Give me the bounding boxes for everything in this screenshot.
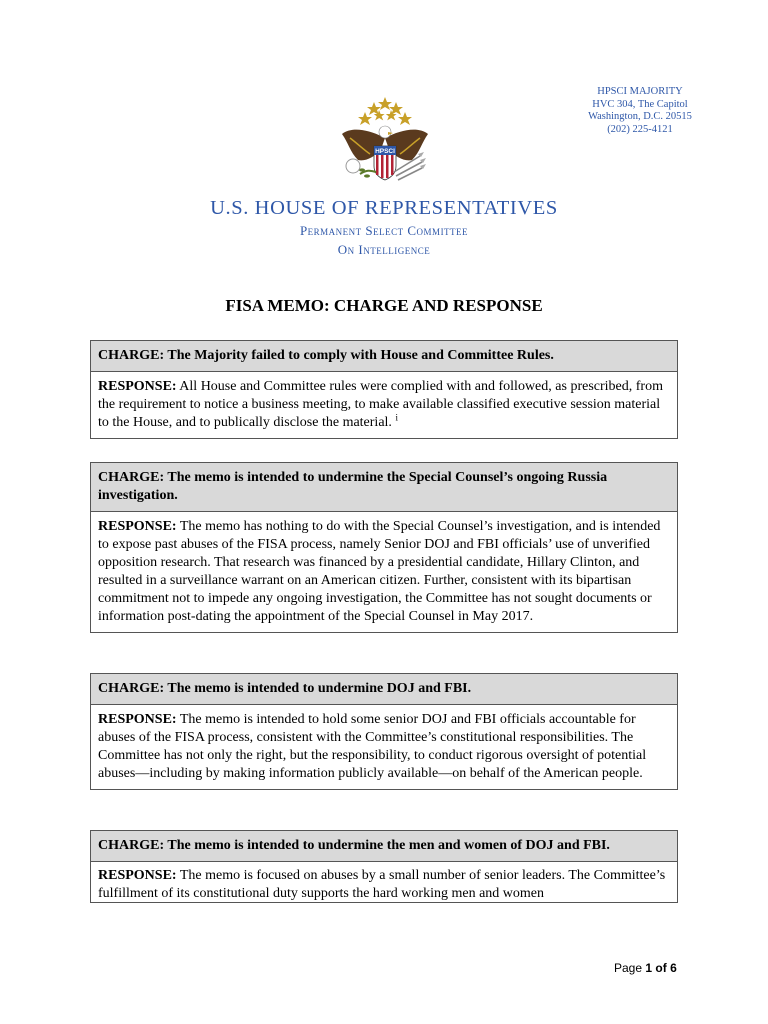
response-body: All House and Committee rules were complied with and followed, as prescribed, from the requirement to notice a business meeting, to make available classified executive session material to the House, and to publically disclose the material. [98,379,663,430]
charge-text: CHARGE: The memo is intended to undermine the Special Counsel’s ongoing Russia investigation. [91,463,677,512]
response-label: RESPONSE: [98,379,177,394]
page-total: 6 [670,961,677,975]
footnote-marker: i [395,412,398,423]
committee-address [560,86,720,136]
charge-response-box [90,673,678,790]
response-text [91,512,677,632]
house-name: U.S. HOUSE OF REPRESENTATIVES [210,197,558,219]
page-of: of [655,961,667,975]
seal-text: HPSCI [375,148,395,155]
page-current: 1 [645,961,653,975]
committee-name-line1: Permanent Select Committee [299,223,469,238]
response-text [91,372,677,438]
page-label: Page [614,961,643,975]
charge-response-box [90,830,678,903]
response-text [91,705,677,789]
response-label: RESPONSE: [98,519,177,534]
memo-title: FISA MEMO: CHARGE AND RESPONSE [225,296,543,315]
address-line: Washington, D.C. 20515 [588,111,692,122]
charge-text: CHARGE: The memo is intended to undermine the men and women of DOJ and FBI. [91,831,677,862]
charge-text: CHARGE: The Majority failed to comply with House and Committee Rules. [91,341,677,372]
page-number [614,961,677,975]
response-body: The memo has nothing to do with the Special Counsel’s investigation, and is intended to expose past abuses of the FISA process, namely Senior DOJ and FBI officials’ use of unverified opposition research. That research was financed by a presidential candidate, Hillary Clinton, and resulted in a surveillance warrant on an American citizen. Further, consistent with its bipartisan commitment not to impede any ongoing investigation, the Committee has not sought documents or information post-dating the appointment of the Special Counsel in May 2017. [98,519,661,624]
eagle-seal-icon [330,90,440,194]
response-body: The memo is intended to hold some senior DOJ and FBI officials accountable for abuses of the FISA process, consistent with the Committee’s constitutional responsibilities. The Committee has not only the right, but the responsibility, to conduct rigorous oversight of potential abuses—including by making information publicly available—on behalf of the American people. [98,712,647,781]
response-label: RESPONSE: [98,712,177,727]
charge-text: CHARGE: The memo is intended to undermine DOJ and FBI. [91,674,677,705]
committee-name-line2: On Intelligence [337,242,431,257]
charge-response-box [90,462,678,633]
response-label: RESPONSE: [98,868,177,883]
response-text [91,862,677,902]
address-line: (202) 225-4121 [607,123,673,135]
address-line: HPSCI MAJORITY [597,86,683,97]
address-line: HVC 304, The Capitol [592,98,688,110]
response-body: The memo is focused on abuses by a small number of senior leaders. The Committee’s fulfillment of its constitutional duty supports the hard working men and women [98,868,666,901]
charge-response-box [90,340,678,439]
